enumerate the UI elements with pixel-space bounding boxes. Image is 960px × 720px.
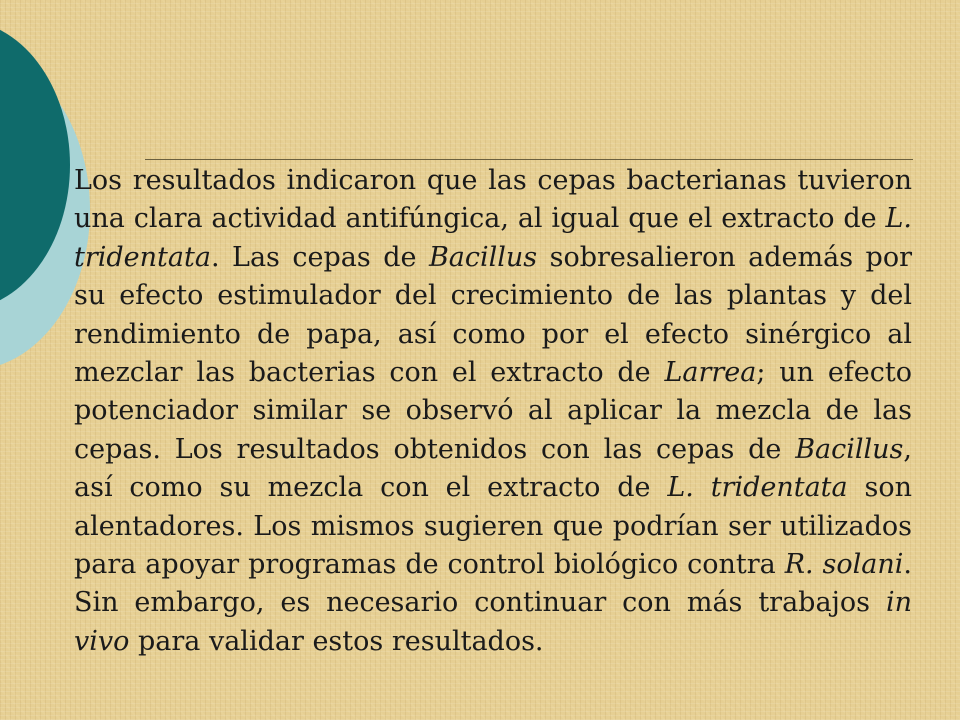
paragraph-segment: son alentadores. Los mismos sugieren que podrían ser utilizados para apoyar programas de control biológico contra [74, 472, 912, 581]
paragraph-segment: . Sin embargo, es necesario continuar con más trabajos [74, 549, 912, 619]
body-paragraph [74, 162, 912, 661]
paragraph-segment: . Las cepas de [210, 241, 429, 273]
species-name-italic: L. tridentata [667, 472, 848, 504]
paragraph-segment: Los resultados indicaron que las cepas bacterianas tuvieron una clara actividad antifúngica, al igual que el extracto de [74, 165, 912, 235]
paragraph-segment: , así como su mezcla con el extracto de [74, 433, 912, 504]
species-name-italic: R. solani [784, 549, 904, 581]
latin-term-italic: in vivo [74, 587, 912, 657]
genus-name-italic: Bacillus [795, 433, 904, 465]
species-name-italic: L. tridentata [74, 203, 912, 273]
paragraph-segment: sobresalieron además por su efecto estimulador del crecimiento de las plantas y del rendimiento de papa, así como por el efecto sinérgico al mezclar las bacterias con el extracto de [74, 241, 912, 389]
paragraph-segment: para validar estos resultados. [129, 625, 544, 657]
genus-name-italic: Larrea [664, 357, 757, 389]
genus-name-italic: Bacillus [428, 241, 538, 273]
title-divider-line [145, 159, 913, 160]
paragraph-segment: ; un efecto potenciador similar se observó al aplicar la mezcla de las cepas. Los resultados obtenidos con las cepas de [74, 357, 912, 465]
